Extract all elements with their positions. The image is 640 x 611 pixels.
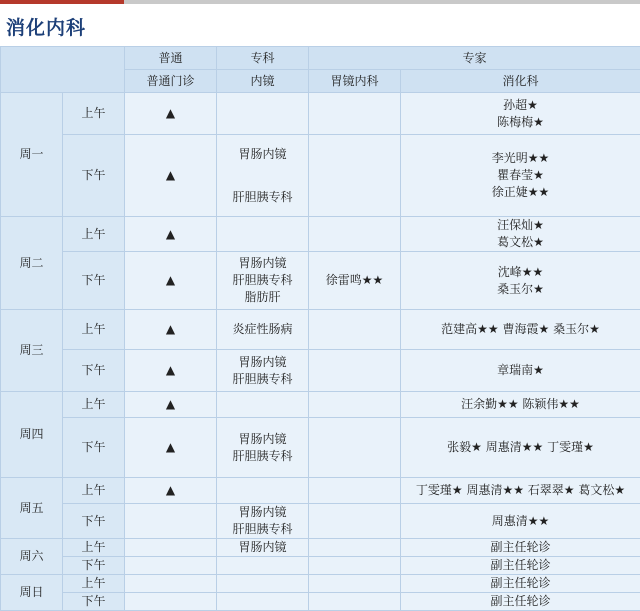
day-label: 周五 (1, 478, 63, 539)
schedule-row (1, 557, 640, 575)
schedule-row (1, 310, 640, 350)
gastro-expert-cell-line: 汪余勤★★ 陈颖伟★★ (401, 396, 640, 413)
gastro-expert-cell (401, 593, 640, 611)
gastroscopy-cell (309, 575, 401, 593)
endoscopy-cell-line: 胃肠内镜 (217, 146, 308, 163)
header-endoscopy: 内镜 (217, 70, 309, 93)
gastroscopy-cell-line: 徐雷鸣★★ (309, 272, 400, 289)
general-clinic-cell: ▲ (125, 93, 217, 135)
time-label: 上午 (63, 217, 125, 252)
gastro-expert-cell (401, 392, 640, 418)
general-clinic-cell: ▲ (125, 350, 217, 392)
schedule-row (1, 575, 640, 593)
gastroscopy-cell (309, 478, 401, 504)
gastroscopy-cell (309, 539, 401, 557)
endoscopy-cell (217, 93, 309, 135)
endoscopy-cell-line: 炎症性肠病 (217, 321, 308, 338)
schedule-row (1, 392, 640, 418)
endoscopy-cell (217, 593, 309, 611)
header-general-clinic: 普通门诊 (125, 70, 217, 93)
time-label: 上午 (63, 93, 125, 135)
gastro-expert-cell (401, 252, 640, 310)
gastro-expert-cell-line: 副主任轮诊 (401, 593, 640, 610)
day-label: 周一 (1, 93, 63, 217)
gastro-expert-cell-line: 章瑞南★ (401, 362, 640, 379)
general-clinic-cell (125, 539, 217, 557)
time-label: 下午 (63, 350, 125, 392)
top-rule (0, 0, 640, 4)
time-label: 下午 (63, 593, 125, 611)
endoscopy-cell-line: 胃肠内镜 (217, 255, 308, 272)
endoscopy-cell-line: 肝胆胰专科 (217, 371, 308, 388)
endoscopy-cell-line: 胃肠内镜 (217, 431, 308, 448)
time-label: 上午 (63, 310, 125, 350)
gastro-expert-cell (401, 575, 640, 593)
endoscopy-cell (217, 310, 309, 350)
general-clinic-cell: ▲ (125, 135, 217, 217)
time-label: 上午 (63, 539, 125, 557)
endoscopy-cell (217, 135, 309, 217)
gastro-expert-cell-line: 汪保灿★ (401, 217, 640, 234)
gastroscopy-cell (309, 135, 401, 217)
schedule-body (1, 93, 640, 611)
gastro-expert-cell (401, 217, 640, 252)
gastroscopy-cell (309, 252, 401, 310)
top-rule-accent (0, 0, 124, 4)
endoscopy-cell (217, 504, 309, 539)
gastro-expert-cell-line: 周惠清★★ (401, 513, 640, 530)
gastro-expert-cell-line: 丁雯瑾★ 周惠清★★ 石翠翠★ 葛文松★ (401, 482, 640, 499)
gastro-expert-cell-line: 副主任轮诊 (401, 539, 640, 556)
page-title: 消化内科 (6, 13, 86, 40)
gastro-expert-cell-line: 瞿春莹★ (401, 167, 640, 184)
endoscopy-cell (217, 350, 309, 392)
gastro-expert-cell-line: 徐正婕★★ (401, 184, 640, 201)
time-label: 下午 (63, 418, 125, 478)
header-expert: 专家 (309, 47, 640, 70)
gastro-expert-cell-line: 副主任轮诊 (401, 575, 640, 592)
general-clinic-cell: ▲ (125, 310, 217, 350)
schedule-row (1, 93, 640, 135)
day-label: 周日 (1, 575, 63, 611)
header-general: 普通 (125, 47, 217, 70)
gastro-expert-cell (401, 310, 640, 350)
gastroscopy-cell (309, 418, 401, 478)
general-clinic-cell (125, 575, 217, 593)
endoscopy-cell (217, 478, 309, 504)
general-clinic-cell: ▲ (125, 418, 217, 478)
schedule-row (1, 593, 640, 611)
gastro-expert-cell-line: 副主任轮诊 (401, 557, 640, 574)
gastro-expert-cell (401, 418, 640, 478)
gastro-expert-cell-line: 孙超★ (401, 97, 640, 114)
schedule-row (1, 252, 640, 310)
time-label: 下午 (63, 557, 125, 575)
day-label: 周六 (1, 539, 63, 575)
gastro-expert-cell-line: 沈峰★★ (401, 264, 640, 281)
endoscopy-cell-line: 肝胆胰专科 (217, 521, 308, 538)
time-label: 上午 (63, 478, 125, 504)
time-label: 上午 (63, 575, 125, 593)
gastro-expert-cell (401, 478, 640, 504)
time-label: 上午 (63, 392, 125, 418)
endoscopy-cell-line: 肝胆胰专科 (217, 189, 308, 206)
header-row-groups (1, 47, 640, 70)
time-label: 下午 (63, 504, 125, 539)
gastro-expert-cell-line: 李光明★★ (401, 150, 640, 167)
gastroscopy-cell (309, 593, 401, 611)
header-corner (1, 47, 125, 93)
gastro-expert-cell-line: 葛文松★ (401, 234, 640, 251)
schedule-row (1, 217, 640, 252)
endoscopy-cell (217, 557, 309, 575)
endoscopy-cell (217, 575, 309, 593)
gastro-expert-cell (401, 504, 640, 539)
endoscopy-cell (217, 392, 309, 418)
endoscopy-cell (217, 217, 309, 252)
gastro-expert-cell-line: 张毅★ 周惠清★★ 丁雯瑾★ (401, 439, 640, 456)
gastro-expert-cell (401, 539, 640, 557)
schedule-row (1, 504, 640, 539)
gastro-expert-cell (401, 350, 640, 392)
gastro-expert-cell (401, 135, 640, 217)
general-clinic-cell: ▲ (125, 392, 217, 418)
general-clinic-cell (125, 504, 217, 539)
gastro-expert-cell-line: 陈梅梅★ (401, 114, 640, 131)
general-clinic-cell: ▲ (125, 478, 217, 504)
endoscopy-cell-line: 胃肠内镜 (217, 504, 308, 521)
time-label: 下午 (63, 252, 125, 310)
general-clinic-cell (125, 557, 217, 575)
endoscopy-cell-line: 胃肠内镜 (217, 354, 308, 371)
endoscopy-cell (217, 418, 309, 478)
time-label: 下午 (63, 135, 125, 217)
endoscopy-cell (217, 539, 309, 557)
header-gastro: 消化科 (401, 70, 640, 93)
gastro-expert-cell (401, 557, 640, 575)
gastroscopy-cell (309, 350, 401, 392)
schedule-row (1, 418, 640, 478)
gastroscopy-cell (309, 217, 401, 252)
gastroscopy-cell (309, 504, 401, 539)
schedule-row (1, 478, 640, 504)
gastro-expert-cell-line: 桑玉尔★ (401, 281, 640, 298)
schedule-row (1, 539, 640, 557)
gastro-expert-cell (401, 93, 640, 135)
day-label: 周三 (1, 310, 63, 392)
gastroscopy-cell (309, 310, 401, 350)
gastroscopy-cell (309, 557, 401, 575)
endoscopy-cell-line: 脂肪肝 (217, 289, 308, 306)
endoscopy-cell-line: 肝胆胰专科 (217, 272, 308, 289)
header-special: 专科 (217, 47, 309, 70)
gastroscopy-cell (309, 93, 401, 135)
gastroscopy-cell (309, 392, 401, 418)
general-clinic-cell: ▲ (125, 217, 217, 252)
endoscopy-cell (217, 252, 309, 310)
endoscopy-cell-line: 肝胆胰专科 (217, 448, 308, 465)
day-label: 周二 (1, 217, 63, 310)
schedule-table (0, 46, 640, 611)
schedule-row (1, 350, 640, 392)
day-label: 周四 (1, 392, 63, 478)
header-gastroscopy: 胃镜内科 (309, 70, 401, 93)
gastro-expert-cell-line: 范建高★★ 曹海霞★ 桑玉尔★ (401, 321, 640, 338)
general-clinic-cell: ▲ (125, 252, 217, 310)
endoscopy-cell-line: 胃肠内镜 (217, 539, 308, 556)
general-clinic-cell (125, 593, 217, 611)
schedule-row (1, 135, 640, 217)
